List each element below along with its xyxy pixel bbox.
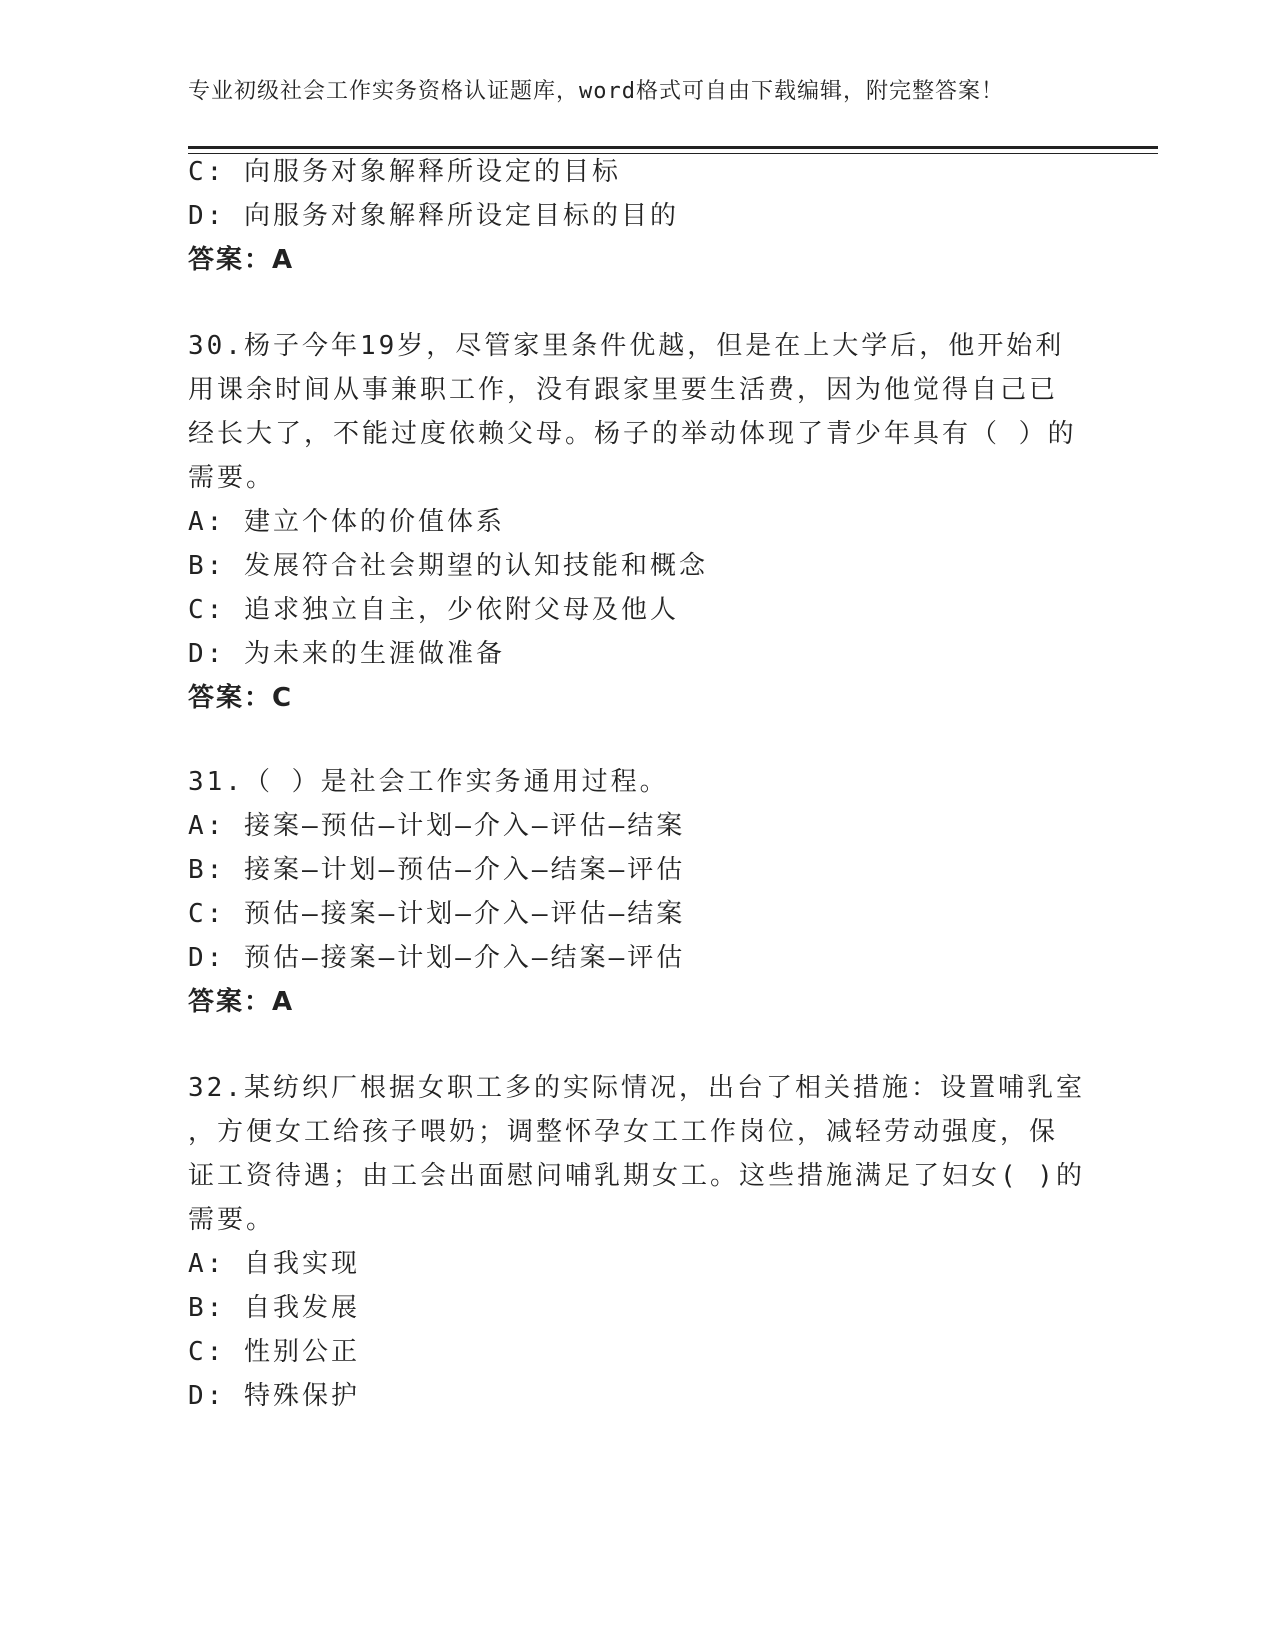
q30-stem-line-3: 经长大了，不能过度依赖父母。杨子的举动体现了青少年具有（ ）的 bbox=[188, 419, 1077, 449]
q29-option-d: D: 向服务对象解释所设定目标的目的 bbox=[188, 201, 679, 231]
page-header: 专业初级社会工作实务资格认证题库，word格式可自由下载编辑，附完整答案！ bbox=[188, 79, 1004, 104]
q30-stem-line-4: 需要。 bbox=[188, 463, 276, 493]
header-rule bbox=[188, 146, 1158, 149]
q29-answer: 答案：A bbox=[188, 245, 295, 275]
q32-stem-line-3: 证工资待遇；由工会出面慰问哺乳期女工。这些措施满足了妇女( )的 bbox=[188, 1161, 1085, 1191]
q31-option-a: A: 接案—预估—计划—介入—评估—结案 bbox=[188, 811, 686, 841]
q32-option-a: A: 自我实现 bbox=[188, 1249, 360, 1279]
q30-stem-line-1: 30.杨子今年19岁，尽管家里条件优越，但是在上大学后，他开始利 bbox=[188, 331, 1065, 361]
q29-option-c: C: 向服务对象解释所设定的目标 bbox=[188, 157, 621, 187]
q30-stem-line-2: 用课余时间从事兼职工作，没有跟家里要生活费，因为他觉得自己已 bbox=[188, 375, 1059, 405]
header-rule-thin bbox=[188, 153, 1158, 154]
q32-stem-line-1: 32.某纺织厂根据女职工多的实际情况，出台了相关措施：设置哺乳室 bbox=[188, 1073, 1085, 1103]
q32-option-b: B: 自我发展 bbox=[188, 1293, 360, 1323]
q31-option-b: B: 接案—计划—预估—介入—结案—评估 bbox=[188, 855, 686, 885]
q30-option-c: C: 追求独立自主，少依附父母及他人 bbox=[188, 595, 679, 625]
q32-stem-line-2: ，方便女工给孩子喂奶；调整怀孕女工工作岗位，减轻劳动强度，保 bbox=[188, 1117, 1059, 1147]
q30-option-d: D: 为未来的生涯做准备 bbox=[188, 639, 505, 669]
q30-answer: 答案：C bbox=[188, 683, 294, 713]
q30-option-b: B: 发展符合社会期望的认知技能和概念 bbox=[188, 551, 708, 581]
q31-answer: 答案：A bbox=[188, 987, 295, 1017]
q32-option-c: C: 性别公正 bbox=[188, 1337, 360, 1367]
q31-option-d: D: 预估—接案—计划—介入—结案—评估 bbox=[188, 943, 686, 973]
q32-option-d: D: 特殊保护 bbox=[188, 1381, 360, 1411]
q31-option-c: C: 预估—接案—计划—介入—评估—结案 bbox=[188, 899, 686, 929]
q31-stem-line-1: 31.（ ）是社会工作实务通用过程。 bbox=[188, 767, 669, 797]
q30-option-a: A: 建立个体的价值体系 bbox=[188, 507, 505, 537]
q32-stem-line-4: 需要。 bbox=[188, 1205, 276, 1235]
